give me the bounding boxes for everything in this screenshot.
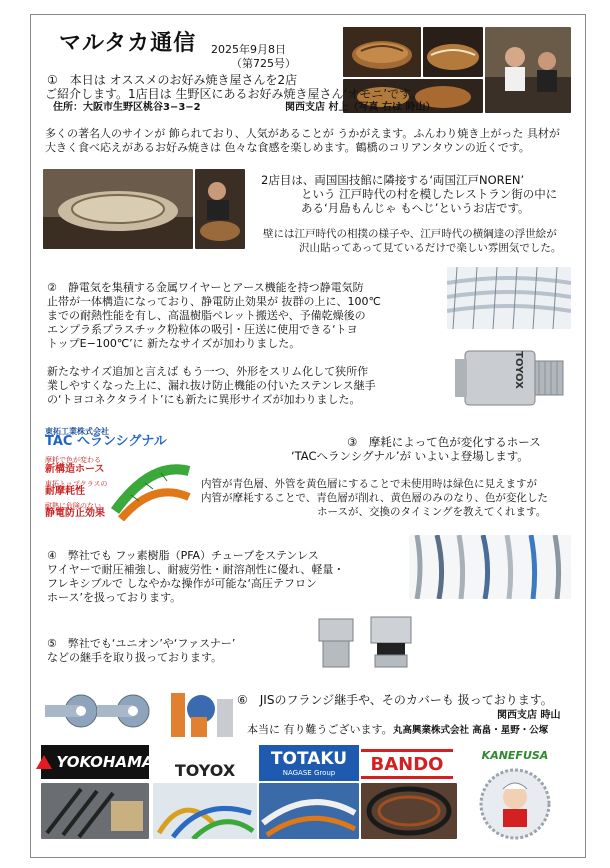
static-hose-photo: [447, 267, 571, 329]
flyer-tag1b: 新構造ホース: [45, 464, 105, 475]
totaku-label: TOTAKU: [270, 749, 348, 769]
newsletter-title: マルタカ通信: [59, 31, 197, 56]
section5-line-2: などの継手を取り扱っております。: [47, 651, 223, 664]
bando-label: BANDO: [370, 753, 444, 775]
monja-photo: [195, 169, 245, 249]
section3-body-2: 内管が摩耗することで、青色層が削れ、黄色層のみのなり、色が変化した: [201, 492, 548, 504]
restaurant-address: 住所：大阪市生野区桃谷3−3−2: [53, 102, 201, 113]
yokohama-products-photo: [41, 783, 149, 839]
totaku-sub-label: NAGASE Group: [282, 769, 336, 777]
fitting-brand-label: TOYOX: [512, 351, 524, 389]
section2-line-2: 止帯が一体構造になっており、静電防止効果が 抜群の上に、100℃: [47, 295, 381, 308]
section1-second-2: という 江戸時代の村を模したレストラン街の中に: [301, 187, 558, 201]
section5-line-1: ⑤ 弊社でも‘ユニオン’や‘ファスナー’: [47, 637, 236, 650]
flyer-tag1a: 摩耗で色が変わる: [45, 456, 101, 464]
kanefusa-mascot-image: [459, 767, 571, 841]
company-staff: 丸高興業株式会社 高畠・星野・公塚: [393, 725, 549, 736]
section3-heading-2: ‘TACへランシグナル’が いよいよ登場します。: [291, 449, 529, 463]
kanefusa-label: KANEFUSA: [481, 748, 549, 762]
toyox-label: TOYOX: [174, 760, 236, 780]
bando-products-photo: [361, 783, 457, 839]
section4-line-3: フレキシブルで しなやかな操作が可能な‘高圧テフロン: [47, 577, 318, 590]
flyer-tag3a: 耐熱に危険のない: [45, 502, 101, 510]
tac-flyer: [41, 423, 191, 527]
section1-body-1: 多くの著名人のサインが 飾られており、人気があることが うかがえます。ふんわり焼き上がった 具材が: [45, 127, 560, 140]
issue-number: （第725号）: [231, 57, 296, 70]
section1-wall-2: 沢山貼ってあって見ているだけで楽しい雰囲気でした。: [299, 242, 562, 254]
section6-signoff: 関西支店 時山: [497, 710, 561, 721]
totaku-products-photo: [259, 783, 359, 839]
union-fitting-photo: [311, 611, 421, 673]
section6-line: ⑥ JISのフランジ継手や、そのカバーも 扱っております。: [237, 693, 553, 707]
newsletter-page: [30, 14, 586, 858]
okonomiyaki-photo-1: [343, 27, 421, 77]
section1-second-3: ある‘月島もんじゃ もへじ’というお店です。: [301, 201, 530, 215]
teflon-hose-photo: [409, 535, 571, 599]
section3-heading-1: ③ 摩耗によって色が変化するホース: [347, 435, 541, 449]
section1-author: 関西支店 村上（写真 右は 時山）: [285, 102, 436, 113]
section1-body-2: 大きく食べ応えがあるお好み焼きは 色々な食感を楽しめます。鶴橋のコリアンタウンの近くです。: [45, 141, 530, 154]
toyox-fitting-photo: [447, 333, 571, 423]
toyox-products-photo: [153, 783, 257, 839]
yokohama-mark-icon: [36, 755, 52, 769]
totaku-logo: [259, 745, 359, 781]
toyox-logo: [155, 759, 255, 781]
section3-body-1: 内管が青色層、外管を黄色層にすることで未使用時は緑色に見えますが: [201, 478, 537, 490]
section1-intro-1: ① 本日は オススメのお好み焼き屋さんを2店: [47, 73, 298, 87]
kanefusa-logo: [459, 743, 571, 767]
section1-wall-1: 壁には江戸時代の相撲の様子や、江戸時代の横綱達の浮世絵が: [263, 228, 557, 240]
section4-line-2: ワイヤーで耐圧補強し、耐疲労性・耐溶剤性に優れ、軽量・: [47, 563, 345, 576]
sumo-ring-photo: [43, 169, 193, 249]
flyer-tag3b: 静電防止効果: [45, 508, 105, 519]
section2-line-7: 業しやすくなった上に、漏れ抜け防止機能の付いたステンレス継手: [47, 379, 376, 392]
section2-line-1: ② 静電気を集積する金属ワイヤーとアース機能を持つ静電気防: [47, 281, 364, 294]
section1-second-1: 2店目は、両国国技館に隣接する‘両国江戸NOREN’: [261, 173, 525, 187]
flyer-maker: 東拓工業株式会社: [45, 427, 109, 436]
section4-line-4: ホース’を扱っております。: [47, 591, 182, 604]
section2-line-3: までの耐熱性能を有し、高温樹脂ペレット搬送や、予備乾燥後の: [47, 309, 366, 322]
section2-line-5: トップE−100℃’に 新たなサイズが加わりました。: [47, 337, 301, 350]
section2-line-4: エンプラ系プラスチック粉粒体の吸引・圧送に使用できる‘トヨ: [47, 323, 358, 336]
section4-line-1: ④ 弊社でも フッ素樹脂（PFA）チューブをステンレス: [47, 549, 319, 562]
yokohama-label: YOKOHAMA: [56, 753, 154, 771]
section1-intro-2: ご紹介します。1店目は 生野区にあるお好み焼き屋さん‘オモニ’です。: [45, 87, 423, 101]
flyer-tag2b: 耐摩耗性: [45, 486, 85, 497]
flyer-tag2a: 東拓トップクラスの: [45, 480, 108, 488]
yokohama-logo: [41, 745, 154, 779]
bando-logo: [361, 749, 453, 779]
flyer-product: TAC へランシグナル: [45, 434, 167, 449]
section2-line-6: 新たなサイズ追加と言えば もう一つ、外形をスリム化して狭所作: [47, 365, 369, 378]
section2-line-8: の‘トヨコネクタライト’にも新たに異形サイズが加わりました。: [47, 393, 361, 406]
restaurant-staff-photo: [485, 27, 571, 113]
thanks-text: 本当に 有り難うございます。: [247, 723, 393, 736]
issue-date: 2025年9月8日: [211, 43, 286, 56]
section3-body-3: ホースが、交換のタイミングを教えてくれます。: [317, 506, 547, 518]
okonomiyaki-photo-2: [423, 27, 483, 77]
flange-fitting-photo: [41, 681, 237, 743]
